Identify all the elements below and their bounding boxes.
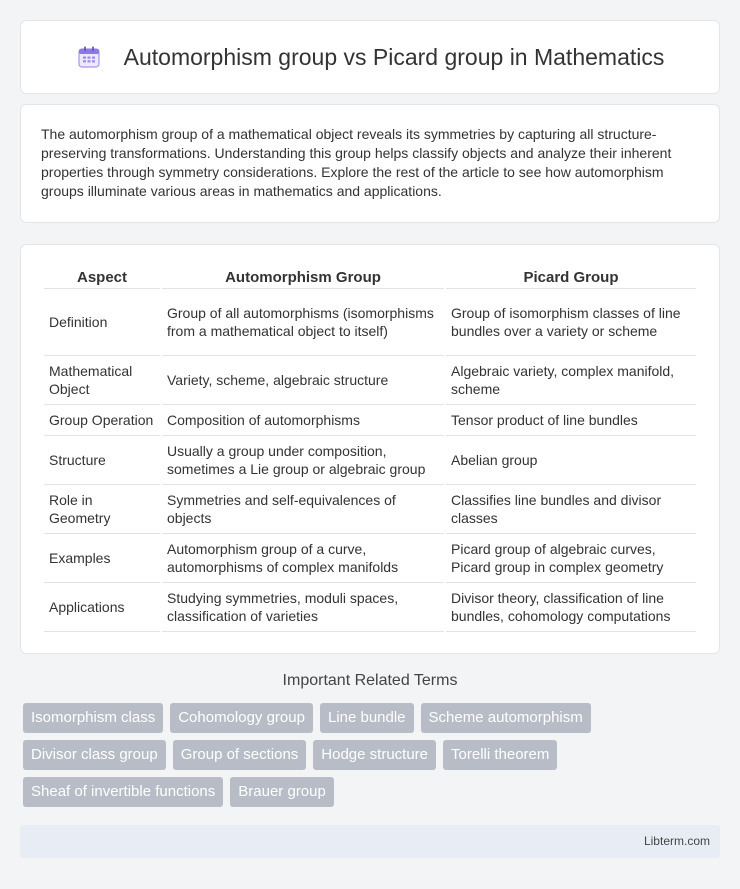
table-header-row [44, 265, 696, 289]
comparison-table [42, 265, 698, 632]
related-term-tag[interactable]: Hodge structure [313, 740, 436, 770]
related-term-tag[interactable]: Sheaf of invertible functions [23, 777, 223, 807]
page-title: Automorphism group vs Picard group in Mathematics [123, 43, 665, 70]
table-cell: Variety, scheme, algebraic structure [162, 356, 444, 405]
table-cell: Divisor theory, classification of line bundles, cohomology computations [446, 583, 696, 632]
table-cell-aspect: Examples [44, 534, 160, 583]
table-cell: Studying symmetries, moduli spaces, classification of varieties [162, 583, 444, 632]
table-row [44, 583, 696, 632]
table-cell: Composition of automorphisms [162, 405, 444, 436]
header-card [20, 20, 720, 94]
related-terms-section [20, 672, 720, 814]
table-cell: Tensor product of line bundles [446, 405, 696, 436]
table-row [44, 356, 696, 405]
table-row [44, 405, 696, 436]
comparison-card [20, 244, 720, 654]
related-term-tag[interactable]: Group of sections [173, 740, 307, 770]
related-term-tag[interactable]: Divisor class group [23, 740, 166, 770]
intro-card [20, 104, 720, 223]
table-cell: Group of isomorphism classes of line bundles over a variety or scheme [446, 289, 696, 356]
table-header-aspect: Aspect [44, 265, 160, 289]
footer-site-link[interactable]: Libterm.com [643, 834, 710, 848]
table-cell: Algebraic variety, complex manifold, scheme [446, 356, 696, 405]
table-cell: Classifies line bundles and divisor classes [446, 485, 696, 534]
table-cell: Usually a group under composition, sometimes a Lie group or algebraic group [162, 436, 444, 485]
table-row [44, 436, 696, 485]
table-cell: Automorphism group of a curve, automorphisms of complex manifolds [162, 534, 444, 583]
table-cell: Symmetries and self-equivalences of objects [162, 485, 444, 534]
related-term-tag[interactable]: Line bundle [320, 703, 414, 733]
table-cell-aspect: Applications [44, 583, 160, 632]
table-header-automorphism: Automorphism Group [162, 265, 444, 289]
table-row [44, 289, 696, 356]
calendar-icon [76, 44, 102, 70]
table-row [44, 485, 696, 534]
table-cell: Group of all automorphisms (isomorphisms from a mathematical object to itself) [162, 289, 444, 356]
table-cell-aspect: Structure [44, 436, 160, 485]
footer [20, 825, 720, 858]
table-header-picard: Picard Group [446, 265, 696, 289]
table-cell-aspect: Group Operation [44, 405, 160, 436]
related-term-tag[interactable]: Scheme automorphism [421, 703, 591, 733]
related-term-tag[interactable]: Torelli theorem [443, 740, 557, 770]
intro-text: The automorphism group of a mathematical object reveals its symmetries by capturing all structure-preserving transformations. Understanding this group helps classify objects and analyze their inherent properties through symmetry considerations. Explore the rest of the article to see how automorphism groups illuminate various areas in mathematics and applications. [41, 126, 672, 199]
table-cell: Abelian group [446, 436, 696, 485]
table-cell-aspect: Definition [44, 289, 160, 356]
related-terms-title: Important Related Terms [282, 672, 458, 689]
table-cell-aspect: Role in Geometry [44, 485, 160, 534]
related-term-tag[interactable]: Brauer group [230, 777, 334, 807]
table-cell: Picard group of algebraic curves, Picard group in complex geometry [446, 534, 696, 583]
table-row [44, 534, 696, 583]
related-term-tag[interactable]: Isomorphism class [23, 703, 163, 733]
related-terms-list [20, 703, 720, 814]
related-term-tag[interactable]: Cohomology group [170, 703, 313, 733]
table-cell-aspect: Mathematical Object [44, 356, 160, 405]
